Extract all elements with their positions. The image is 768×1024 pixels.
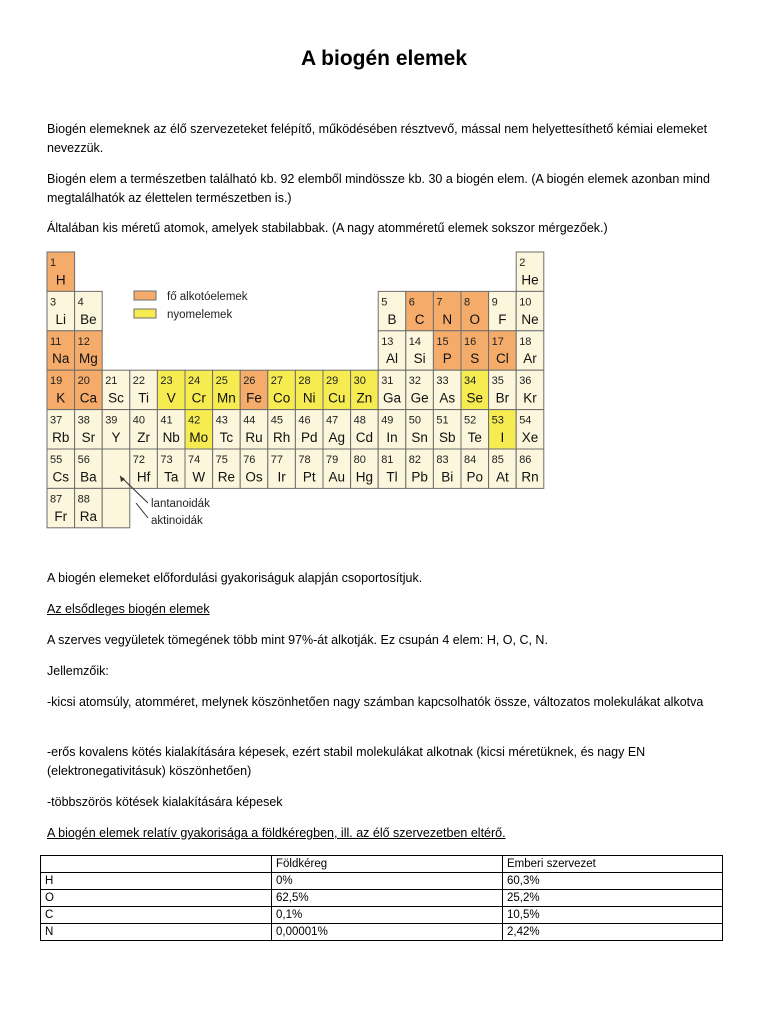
- element-symbol: V: [166, 390, 176, 406]
- atomic-number: 15: [436, 335, 449, 348]
- element-cell-Sb: [433, 410, 461, 449]
- atomic-number: 48: [353, 414, 366, 427]
- element-symbol: Ar: [523, 351, 537, 367]
- element-symbol: Kr: [523, 390, 537, 406]
- element-cell-Ru: [240, 410, 268, 449]
- element-cell-K: [47, 370, 75, 409]
- element-symbol: Hg: [355, 469, 374, 485]
- element-symbol: Se: [466, 390, 484, 406]
- element-symbol: P: [442, 351, 452, 367]
- element-cell-B: [378, 291, 406, 330]
- atomic-number: 55: [50, 454, 63, 466]
- atomic-number: 26: [243, 375, 256, 388]
- atomic-number: 11: [50, 335, 62, 348]
- element-symbol: Au: [328, 469, 346, 485]
- element-symbol: Cr: [191, 390, 206, 406]
- element-symbol: Bi: [441, 469, 454, 485]
- element-symbol: He: [521, 272, 539, 288]
- element-symbol: Tc: [219, 430, 234, 445]
- element-symbol: Pt: [302, 469, 316, 485]
- atomic-number: 83: [436, 454, 449, 466]
- element-symbol: Y: [111, 430, 121, 445]
- table-cell: 2,42%: [503, 924, 723, 941]
- atomic-number: 12: [77, 335, 90, 348]
- atomic-number: 16: [464, 335, 477, 348]
- atomic-number: 51: [436, 414, 449, 427]
- element-cell-Mn: [213, 370, 241, 409]
- element-symbol: Ga: [382, 390, 402, 406]
- paragraph-organic-mass: A szerves vegyületek tömegének több mint 97%-át alkotják. Ez csupán 4 elem: H, O, C, N.: [47, 633, 548, 647]
- heading-relative-frequency: A biogén elemek relatív gyakorisága a földkéregben, ill. az élő szervezetben eltérő.: [47, 826, 506, 840]
- table-header-cell: Földkéreg: [272, 856, 503, 873]
- atomic-number: 40: [132, 414, 146, 427]
- atomic-number: 10: [519, 296, 532, 309]
- paragraph-count: Biogén elem a természetben található kb. 92 elemből mindössze kb. 30 a biogén elem. (A biogén elemek azonban mind megtalálhatók az élettelen természetben is.): [47, 172, 710, 205]
- element-cell-placeholder-74: [102, 488, 130, 527]
- element-cell-C: [406, 291, 434, 330]
- table-cell: N: [41, 924, 272, 941]
- table-cell: C: [41, 907, 272, 924]
- atomic-number: 87: [50, 493, 63, 506]
- element-symbol: F: [498, 311, 507, 327]
- element-symbol: O: [469, 311, 481, 327]
- element-symbol: Cs: [52, 469, 70, 485]
- list-item-covalent-bond: -erős kovalens kötés kialakítására képesek, ezért stabil molekulákat alkotnak (kicsi méretüknek, és nagy EN (elektronegativitásuk) köszönhetően): [47, 745, 646, 778]
- table-row: [41, 873, 723, 890]
- legend-label-main: fő alkotóelemek: [167, 291, 248, 303]
- element-cell-Ti: [130, 370, 158, 409]
- element-symbol: Pd: [300, 430, 318, 445]
- element-cell-Kr: [516, 370, 544, 409]
- element-symbol: Mg: [79, 351, 98, 367]
- table-cell: H: [41, 873, 272, 890]
- element-symbol: Ti: [138, 390, 149, 406]
- element-symbol: K: [56, 390, 66, 406]
- atomic-number: 2: [519, 257, 526, 269]
- table-row: [41, 907, 723, 924]
- element-symbol: Ta: [164, 469, 179, 485]
- element-cell-Br: [489, 370, 517, 409]
- element-symbol: Cd: [355, 430, 374, 445]
- paragraph-characteristics-label: Jellemzőik:: [47, 664, 109, 678]
- element-symbol: C: [414, 311, 425, 327]
- element-symbol: At: [496, 469, 509, 485]
- element-symbol: Nb: [162, 430, 180, 445]
- note-lanthanides: lantanoidák: [151, 498, 210, 510]
- element-symbol: Ne: [521, 311, 539, 327]
- element-symbol: Sb: [438, 430, 456, 445]
- atomic-number: 84: [464, 454, 477, 466]
- element-symbol: Cu: [328, 390, 346, 406]
- element-symbol: Sr: [81, 430, 96, 445]
- atomic-number: 6: [408, 296, 415, 309]
- element-cell-Os: [240, 449, 268, 488]
- element-cell-Rh: [268, 410, 296, 449]
- element-symbol: Xe: [521, 430, 539, 445]
- element-cell-V: [157, 370, 185, 409]
- element-cell-Cd: [351, 410, 379, 449]
- atomic-number: 74: [188, 454, 201, 466]
- element-cell-Co: [268, 370, 296, 409]
- atomic-number: 13: [381, 335, 394, 348]
- periodic-table-figure: [45, 250, 545, 530]
- atomic-number: 53: [491, 414, 504, 427]
- element-cell-Cr: [185, 370, 213, 409]
- element-symbol: Ir: [277, 469, 286, 485]
- atomic-number: 45: [270, 414, 284, 427]
- element-symbol: Mo: [189, 430, 209, 445]
- atomic-number: 9: [491, 296, 498, 309]
- table-cell: 60,3%: [503, 873, 723, 890]
- atomic-number: 77: [270, 454, 284, 466]
- atomic-number: 22: [132, 375, 146, 388]
- element-symbol: Mn: [217, 390, 236, 406]
- element-cell-Bi: [433, 449, 461, 488]
- element-cell-Sc: [102, 370, 130, 409]
- element-cell-Rb: [47, 410, 75, 449]
- atomic-number: 49: [381, 414, 394, 427]
- element-symbol: B: [387, 311, 397, 327]
- atomic-number: 41: [160, 414, 173, 427]
- element-cell-background: [102, 488, 130, 527]
- atomic-number: 36: [519, 375, 532, 388]
- heading-primary-elements: Az elsődleges biogén elemek: [47, 602, 210, 616]
- element-cell-O: [461, 291, 489, 330]
- element-cell-Zn: [351, 370, 379, 409]
- element-cell-Ca: [75, 370, 103, 409]
- table-cell: 62,5%: [272, 890, 503, 907]
- element-cell-H: [47, 252, 75, 291]
- element-cell-Al: [378, 331, 406, 370]
- element-cell-Po: [461, 449, 489, 488]
- element-symbol: Fr: [54, 508, 68, 524]
- atomic-number: 25: [215, 375, 228, 388]
- table-cell: 25,2%: [503, 890, 723, 907]
- frequency-table: [40, 855, 723, 941]
- element-cell-Si: [406, 331, 434, 370]
- element-symbol: Na: [52, 351, 70, 367]
- element-cell-Ir: [268, 449, 296, 488]
- atomic-number: 30: [353, 375, 366, 388]
- element-cell-Li: [47, 291, 75, 330]
- list-item-small-mass: -kicsi atomsúly, atomméret, melynek köszönhetően nagy számban kapcsolhatók össze, változatos molekulákat alkotva: [47, 695, 704, 709]
- element-cell-Tl: [378, 449, 406, 488]
- element-cell-Ga: [378, 370, 406, 409]
- table-header-row: [41, 856, 723, 873]
- element-cell-I: [489, 410, 517, 449]
- element-symbol: Rh: [272, 430, 291, 445]
- element-cell-Mo: [185, 410, 213, 449]
- table-cell: 0,00001%: [272, 924, 503, 941]
- legend-swatch-main: [134, 291, 156, 300]
- paragraph-size: Általában kis méretű atomok, amelyek stabilabbak. (A nagy atomméretű elemek sokszor mérgezőek.): [47, 221, 608, 235]
- atomic-number: 43: [215, 414, 228, 427]
- element-cell-Cl: [489, 331, 517, 370]
- table-cell: 0%: [272, 873, 503, 890]
- atomic-number: 56: [77, 454, 90, 466]
- element-cell-Ta: [157, 449, 185, 488]
- atomic-number: 73: [160, 454, 173, 466]
- atomic-number: 14: [408, 335, 422, 348]
- element-cell-Rn: [516, 449, 544, 488]
- element-symbol: N: [442, 311, 453, 327]
- element-cell-Pt: [295, 449, 323, 488]
- element-symbol: As: [439, 390, 456, 406]
- atomic-number: 17: [491, 335, 504, 348]
- table-cell: 0,1%: [272, 907, 503, 924]
- atomic-number: 47: [326, 414, 339, 427]
- element-symbol: Rb: [52, 430, 70, 445]
- atomic-number: 50: [408, 414, 422, 427]
- table-header-cell: Emberi szervezet: [503, 856, 723, 873]
- element-symbol: Al: [385, 351, 399, 367]
- atomic-number: 7: [436, 296, 443, 309]
- element-symbol: In: [386, 430, 398, 445]
- atomic-number: 18: [519, 335, 532, 348]
- element-cell-Ne: [516, 291, 544, 330]
- legend-swatch-trace: [134, 309, 156, 318]
- element-symbol: S: [470, 351, 480, 367]
- element-symbol: Ca: [79, 390, 98, 406]
- element-symbol: Sn: [411, 430, 428, 445]
- element-symbol: Ge: [410, 390, 429, 406]
- element-cell-Ni: [295, 370, 323, 409]
- element-cell-Na: [47, 331, 75, 370]
- element-symbol: Te: [467, 430, 482, 445]
- element-cell-Hf: [130, 449, 158, 488]
- element-symbol: Ni: [302, 390, 316, 406]
- element-symbol: Fe: [246, 390, 262, 406]
- element-symbol: Br: [495, 390, 510, 406]
- atomic-number: 39: [105, 414, 118, 427]
- element-cell-Xe: [516, 410, 544, 449]
- atomic-number: 33: [436, 375, 449, 388]
- atomic-number: 81: [381, 454, 394, 466]
- atomic-number: 82: [408, 454, 422, 466]
- element-cell-Ag: [323, 410, 351, 449]
- table-row: [41, 924, 723, 941]
- element-cell-As: [433, 370, 461, 409]
- element-cell-Au: [323, 449, 351, 488]
- element-cell-Fr: [47, 488, 75, 527]
- atomic-number: 19: [50, 375, 63, 388]
- atomic-number: 35: [491, 375, 504, 388]
- element-symbol: Be: [80, 311, 97, 327]
- table-header-cell: [41, 856, 272, 873]
- atomic-number: 72: [132, 454, 146, 466]
- element-cell-Y: [102, 410, 130, 449]
- element-symbol: Li: [55, 311, 67, 327]
- element-cell-P: [433, 331, 461, 370]
- element-cell-Tc: [213, 410, 241, 449]
- atomic-number: 34: [464, 375, 477, 388]
- note-actinides: aktinoidák: [151, 515, 203, 527]
- element-cell-Zr: [130, 410, 158, 449]
- table-cell: O: [41, 890, 272, 907]
- element-symbol: Pb: [411, 469, 428, 485]
- element-cell-Ba: [75, 449, 103, 488]
- element-symbol: I: [500, 430, 505, 445]
- atomic-number: 85: [491, 454, 504, 466]
- element-symbol: W: [192, 469, 206, 485]
- element-cell-F: [489, 291, 517, 330]
- element-symbol: Zr: [137, 430, 150, 445]
- element-symbol: Co: [272, 390, 291, 406]
- element-symbol: Ru: [245, 430, 263, 445]
- element-cell-Ar: [516, 331, 544, 370]
- atomic-number: 20: [77, 375, 90, 388]
- list-item-multiple-bonds: -többszörös kötések kialakítására képesek: [47, 795, 283, 809]
- page-title: A biogén elemek: [300, 47, 468, 70]
- element-symbol: Rn: [521, 469, 539, 485]
- element-cell-Cu: [323, 370, 351, 409]
- atomic-number: 5: [381, 296, 388, 309]
- element-cell-Hg: [351, 449, 379, 488]
- element-cell-Pd: [295, 410, 323, 449]
- element-symbol: Hf: [136, 469, 151, 485]
- element-symbol: Ra: [79, 508, 98, 524]
- atomic-number: 1: [50, 257, 57, 269]
- element-cell-W: [185, 449, 213, 488]
- atomic-number: 79: [326, 454, 339, 466]
- element-cell-placeholder-56: [102, 449, 130, 488]
- atomic-number: 8: [464, 296, 471, 309]
- atomic-number: 37: [50, 414, 63, 427]
- atomic-number: 21: [105, 375, 118, 388]
- atomic-number: 76: [243, 454, 256, 466]
- element-cell-Re: [213, 449, 241, 488]
- element-cell-In: [378, 410, 406, 449]
- element-cell-Be: [75, 291, 103, 330]
- paragraph-grouping: A biogén elemeket előfordulási gyakoriságuk alapján csoportosítjuk.: [47, 571, 423, 585]
- element-cell-background: [102, 449, 130, 488]
- element-cell-Te: [461, 410, 489, 449]
- atomic-number: 27: [270, 375, 284, 388]
- element-cell-Cs: [47, 449, 75, 488]
- element-cell-Pb: [406, 449, 434, 488]
- element-cell-Ge: [406, 370, 434, 409]
- atomic-number: 88: [77, 493, 90, 506]
- element-cell-Sr: [75, 410, 103, 449]
- atomic-number: 23: [160, 375, 173, 388]
- atomic-number: 54: [519, 414, 532, 427]
- element-symbol: Tl: [386, 469, 398, 485]
- atomic-number: 46: [298, 414, 311, 427]
- element-symbol: Sc: [108, 390, 124, 406]
- element-symbol: Ag: [328, 430, 346, 445]
- element-cell-Mg: [75, 331, 103, 370]
- element-symbol: Ba: [80, 469, 97, 485]
- element-symbol: Re: [217, 469, 236, 485]
- element-cell-He: [516, 252, 544, 291]
- element-cell-Fe: [240, 370, 268, 409]
- atomic-number: 52: [464, 414, 477, 427]
- element-cell-Nb: [157, 410, 185, 449]
- atomic-number: 78: [298, 454, 311, 466]
- atomic-number: 31: [381, 375, 394, 388]
- arrow-actinides: [136, 503, 148, 518]
- atomic-number: 75: [215, 454, 228, 466]
- element-symbol: Cl: [496, 351, 509, 367]
- element-cell-N: [433, 291, 461, 330]
- element-symbol: Si: [413, 351, 426, 367]
- atomic-number: 86: [519, 454, 532, 466]
- table-row: [41, 890, 723, 907]
- atomic-number: 32: [408, 375, 422, 388]
- atomic-number: 4: [77, 296, 84, 309]
- atomic-number: 44: [243, 414, 256, 427]
- table-cell: 10,5%: [503, 907, 723, 924]
- atomic-number: 42: [188, 414, 201, 427]
- element-cell-Ra: [75, 488, 103, 527]
- element-cell-Se: [461, 370, 489, 409]
- atomic-number: 24: [188, 375, 201, 388]
- paragraph-definition: Biogén elemeknek az élő szervezeteket felépítő, működésében résztvevő, mással nem helyettesíthető kémiai elemeket nevezzük.: [47, 122, 708, 155]
- atomic-number: 29: [326, 375, 339, 388]
- element-cell-S: [461, 331, 489, 370]
- element-symbol: Os: [245, 469, 263, 485]
- atomic-number: 28: [298, 375, 311, 388]
- atomic-number: 38: [77, 414, 90, 427]
- element-cell-Sn: [406, 410, 434, 449]
- atomic-number: 3: [50, 296, 57, 309]
- element-symbol: Zn: [356, 390, 373, 406]
- element-symbol: Po: [466, 469, 484, 485]
- legend-label-trace: nyomelemek: [167, 309, 233, 321]
- element-symbol: H: [55, 272, 66, 288]
- element-cell-At: [489, 449, 517, 488]
- atomic-number: 80: [353, 454, 366, 466]
